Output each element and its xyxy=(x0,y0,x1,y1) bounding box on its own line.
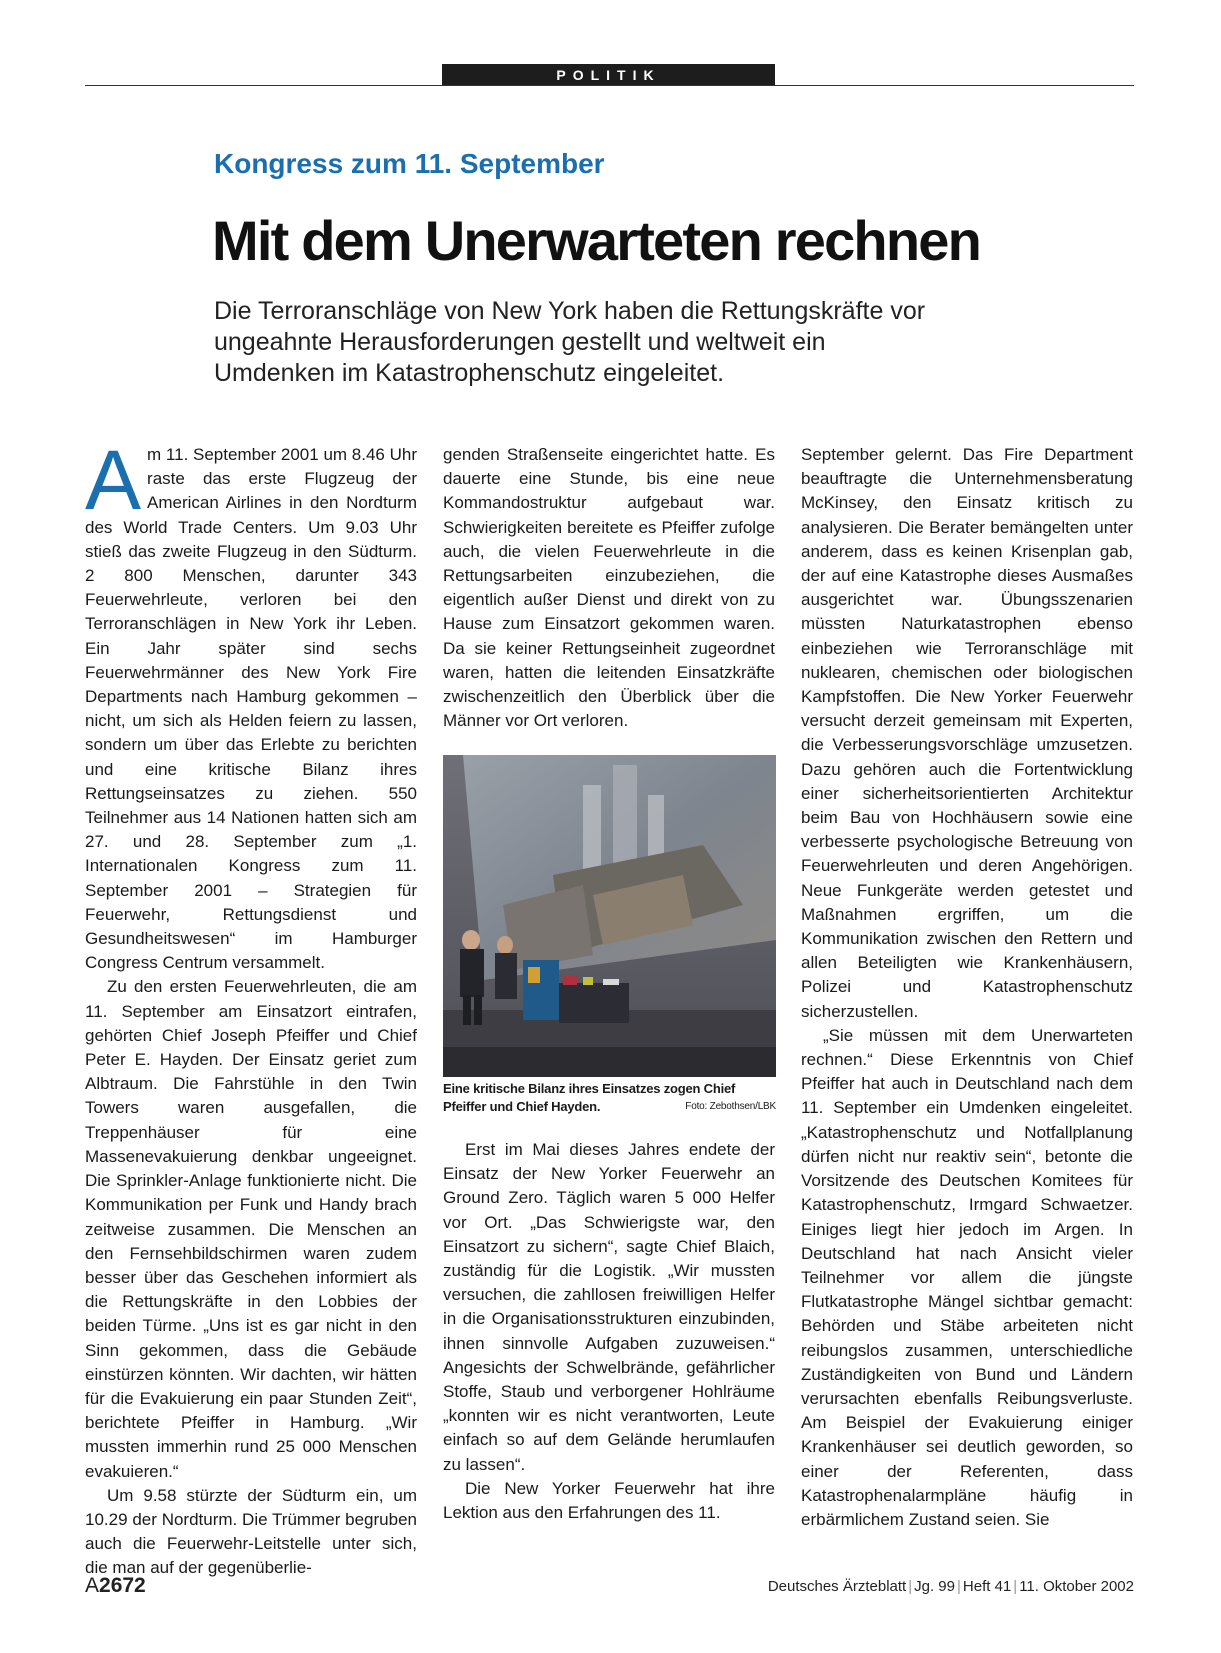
article-lead: Die Terroranschläge von New York haben die Rettungskräfte vor ungeahnte Herausforderungen gestellt und weltweit ein Umdenken im Katastrophenschutz eingeleitet. xyxy=(214,297,926,387)
page-number xyxy=(85,1574,146,1598)
text-column-1 xyxy=(85,433,417,1581)
journal-info: Deutsches Ärzteblatt | Jg. 99 | Heft 41 | 11. Oktober 2002 xyxy=(767,1578,1134,1595)
paragraph: Zu den ersten Feuerwehrleuten, die am 11. September am Einsatzort eintrafen, gehörten Chief Joseph Pfeiffer und Chief Peter E. Hayden. Der Einsatz geriet zum Albtraum. Die Fahrstühle in den Twin Towers waren ausgefallen, die Treppenhäuser für eine Massenevakuierung denkbar ungeeignet. Die Sprinkler-Anlage funktionierte nicht. Die Kommunikation per Funk und Handy brach zeitweise zusammen. Die Menschen an den Fernsehbildschirmen waren zudem besser über das Geschehen informiert als die Rettungskräfte in den Lobbies der beiden Türme. „Uns ist es gar nicht in den Sinn gekommen, dass die Gebäude einstürzen könnten. Wir dachten, wir hätten für die Evakuierung ein paar Stunden Zeit“, berichtete Pfeiffer in Hamburg. „Wir mussten immerhin rund 25 000 Menschen evakuieren.“ xyxy=(85,977,417,1481)
paragraph: Die New Yorker Feuerwehr hat ihre Lektion aus den Erfahrungen des 11. xyxy=(443,1478,775,1523)
paragraph: September gelernt. Das Fire Department beauftragte die Unternehmensberatung McKinsey, den Einsatz kritisch zu analysieren. Die Berater bemängelten unter anderem, dass es keinen Krisenplan gab, der auf eine Katastrophe dieses Ausmaßes ausgerichtet war. Übungsszenarien müssten Naturkatastrophen ebenso einbeziehen wie Terroranschläge mit nuklearen, chemischen oder biologischen Kampfstoffen. Die New Yorker Feuerwehr versucht derzeit gemeinsam mit Experten, die Verbesserungsvorschläge umzusetzen. Dazu gehören auch die Fortentwicklung einer sicherheitsorientierten Architektur beim Bau von Hochhäusern sowie eine verbesserte psychologische Betreuung von Feuerwehrleuten und deren Angehörigen. Neue Funkgeräte werden getestet und Maßnahmen ergriffen, um die Kommunikation zwischen den Rettern und allen Beteiligten wie Krankenhäusern, Polizei und Katastrophenschutz sicherzustellen. xyxy=(801,445,1133,1021)
paragraph xyxy=(85,433,417,975)
article-headline: Mit dem Unerwarteten rechnen xyxy=(212,209,980,272)
drop-cap: A xyxy=(85,433,142,527)
text-column-2-lower xyxy=(443,1138,775,1525)
paragraph: Um 9.58 stürzte der Südturm ein, um 10.29 der Nordturm. Die Trümmer begruben auch die Feuerwehr-Leitstelle unter sich, die man auf der gegenüberlie- xyxy=(85,1485,417,1578)
page-number-value: 2672 xyxy=(99,1574,146,1597)
journal-date: 11. Oktober 2002 xyxy=(1019,1578,1134,1595)
text-column-3 xyxy=(801,443,1133,1532)
conference-photo xyxy=(443,755,776,1077)
journal-volume: Jg. 99 xyxy=(914,1578,955,1595)
photo-caption xyxy=(443,1080,776,1116)
paragraph: „Sie müssen mit dem Unerwarteten rechnen.“ Diese Erkenntnis von Chief Pfeiffer hat auch in Deutschland nach dem 11. September ein Umdenken eingeleitet. „Katastrophenschutz und Notfallplanung dürfen nicht nur reaktiv sein“, betonte die Vorsitzende des Deutschen Komitees für Katastrophenschutz, Irmgard Schwaetzer. Einiges liegt hier jedoch im Argen. In Deutschland hat nach Ansicht vieler Teilnehmer vor allem die jüngste Flutkatastrophe Mängel sichtbar gemacht: Behörden und Stäbe arbeiteten nicht reibungslos zusammen, unterschiedliche Zuständigkeiten von Bund und Ländern verursachten ebenfalls Reibungsverluste. Am Beispiel der Evakuierung einiger Krankenhäuser sei deutlich geworden, so einer der Referenten, dass Katastrophenalarmpläne häufig in erbärmlichem Zustand seien. Sie xyxy=(801,1025,1133,1529)
section-label: POLITIK xyxy=(442,64,775,86)
page-prefix: A xyxy=(85,1574,100,1597)
journal-name: Deutsches Ärzteblatt xyxy=(767,1578,907,1595)
article-kicker: Kongress zum 11. September xyxy=(214,148,605,179)
paragraph-text: m 11. September 2001 um 8.46 Uhr raste das erste Flugzeug der American Airlines in den Nordturm des World Trade Centers. Um 9.03 Uhr stieß das zweite Flugzeug in den Südturm. 2 800 Menschen, darunter 343 Feuerwehrleute, verloren bei den Terroranschlägen in New York ihr Leben. Ein Jahr später sind sechs Feuerwehrmänner des New York Fire Departments nach Hamburg gekommen – nicht, um sich als Helden feiern zu lassen, sondern um über das Erlebte zu berichten und eine kritische Bilanz ihres Rettungseinsatzes zu ziehen. 550 Teilnehmer aus 14 Nationen hatten sich am 27. und 28. September zum „1. Internationalen Kongress zum 11. September 2001 – Strategien für Feuerwehr, Rettungsdienst und Gesundheitswesen“ im Hamburger Congress Centrum versammelt. xyxy=(85,445,417,973)
photo-credit: Foto: Zebothsen/LBK xyxy=(685,1101,776,1112)
paragraph: Erst im Mai dieses Jahres endete der Einsatz der New Yorker Feuerwehr an Ground Zero. Täglich waren 5 000 Helfer vor Ort. „Das Schwierigste war, den Einsatzort zu sichern“, sagte Chief Blaich, zuständig für die Logistik. „Wir mussten versuchen, die zahllosen freiwilligen Helfer in die Organisationsstrukturen einzubinden, ihnen sinnvolle Aufgaben zuzuweisen.“ Angesichts der Schwelbrände, gefährlicher Stoffe, Staub und verborgener Hohlräume „konnten wir es nicht verantworten, Leute einfach so auf dem Gelände herumlaufen zu lassen“. xyxy=(443,1140,775,1474)
caption-text: Eine kritische Bilanz ihres Einsatzes zogen Chief Pfeiffer und Chief Hayden. xyxy=(443,1081,736,1114)
journal-issue: Heft 41 xyxy=(962,1578,1012,1595)
conference-photo-graphic xyxy=(443,755,776,1077)
paragraph: genden Straßenseite eingerichtet hatte. Es dauerte eine Stunde, bis eine neue Kommandostruktur aufgebaut war. Schwierigkeiten bereitete es Pfeiffer zufolge auch, die vielen Feuerwehrleute in die Rettungsarbeiten einzubeziehen, die eigentlich außer Dienst und direkt von zu Hause zum Einsatzort gekommen waren. Da sie keiner Rettungseinheit zugeordnet waren, hatten die leitenden Einsatzkräfte zwischenzeitlich den Überblick über die Männer vor Ort verloren. xyxy=(443,445,775,731)
top-rule xyxy=(85,85,1134,86)
text-column-2 xyxy=(443,443,775,733)
